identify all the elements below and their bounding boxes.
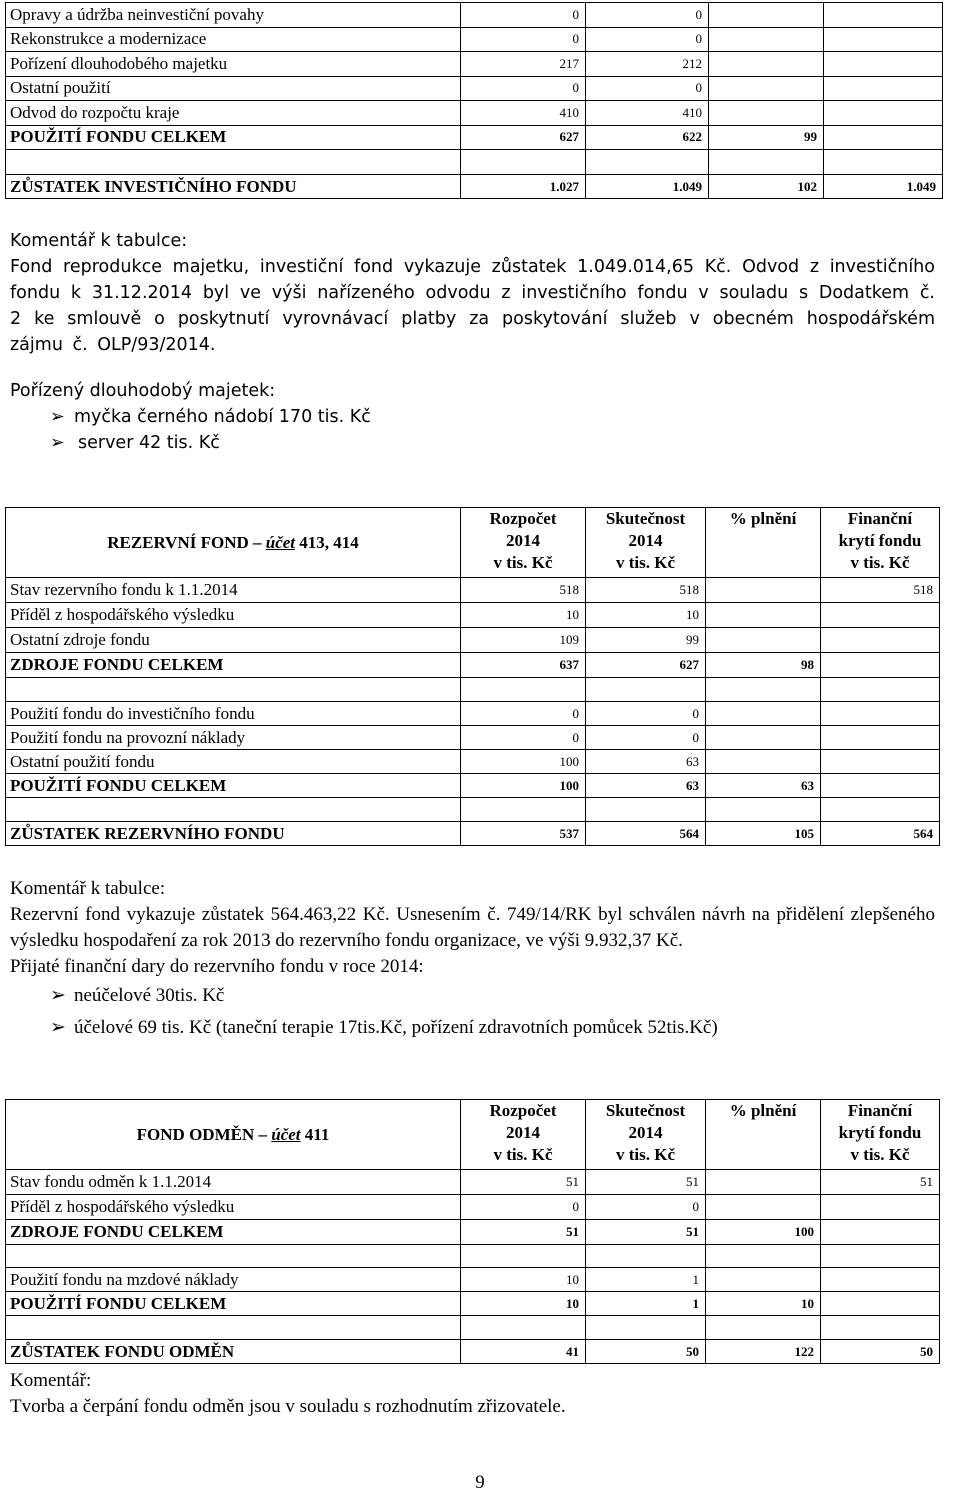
spacer-cell <box>461 1316 586 1340</box>
row-value-c3: 99 <box>709 125 824 150</box>
row-value-c3 <box>709 27 824 52</box>
table-row <box>6 1170 940 1195</box>
row-value-c1: 41 <box>461 1340 586 1364</box>
row-value-c2: 51 <box>586 1220 706 1245</box>
reserve-fund-table-body <box>6 508 940 846</box>
row-value-c4: 51 <box>821 1170 940 1195</box>
asset-item: ➢ server 42 tis. Kč <box>50 430 935 456</box>
column-header-actual: Skutečnost 2014 v tis. Kč <box>586 1100 706 1170</box>
row-value-c3 <box>706 578 821 603</box>
row-value-c1: 0 <box>461 702 586 726</box>
row-value-c2: 212 <box>586 52 709 77</box>
row-value-c4 <box>824 76 943 101</box>
row-value-c1: 0 <box>461 1195 586 1220</box>
table-row <box>6 1268 940 1292</box>
row-value-c3 <box>709 3 824 28</box>
row-label: Ostatní zdroje fondu <box>6 628 461 653</box>
table-row <box>6 750 940 774</box>
assets-list <box>10 404 935 456</box>
reserve-comment-paragraph: Rezervní fond vykazuje zůstatek 564.463,22 Kč. Usnesením č. 749/14/RK byl schválen návrh na přidělení zlepšeného výsledku hospodaření za rok 2013 do rezervního fondu organizace, ve výši 9.932,37 Kč. <box>10 904 935 951</box>
row-label: Příděl z hospodářského výsledku <box>6 1195 461 1220</box>
row-value-c2: 1 <box>586 1292 706 1316</box>
row-label: Stav rezervního fondu k 1.1.2014 <box>6 578 461 603</box>
row-value-c1: 51 <box>461 1170 586 1195</box>
gift-item: ➢ účelové 69 tis. Kč (taneční terapie 17tis.Kč, pořízení zdravotních pomůcek 52tis.Kč) <box>50 1012 935 1044</box>
table-row <box>6 822 940 846</box>
spacer-cell <box>461 1245 586 1268</box>
spacer-cell <box>586 1245 706 1268</box>
column-header-actual: Skutečnost 2014 v tis. Kč <box>586 508 706 578</box>
row-value-c1: 410 <box>461 101 586 126</box>
spacer-cell <box>6 678 461 702</box>
row-label: Použití fondu na mzdové náklady <box>6 1268 461 1292</box>
spacer-cell <box>824 150 943 175</box>
row-value-c2: 0 <box>586 1195 706 1220</box>
row-value-c3: 100 <box>706 1220 821 1245</box>
row-value-c4 <box>824 52 943 77</box>
investment-comment-paragraph: Fond reprodukce majetku, investiční fond vykazuje zůstatek 1.049.014,65 Kč. Odvod z investičního fondu k 31.12.2014 byl ve výši nařízeného odvodu z investičního fondu v souladu s Dodatkem č. 2 ke smlouvě o poskytnutí vyrovnávací platby za poskytování služeb v obecném hospodářském zájmu č. OLP/93/2014. <box>10 257 935 355</box>
row-value-c1: 51 <box>461 1220 586 1245</box>
row-value-c2: 1 <box>586 1268 706 1292</box>
row-value-c2: 51 <box>586 1170 706 1195</box>
table-row <box>6 101 943 126</box>
spacer-cell <box>821 798 940 822</box>
row-value-c2: 0 <box>586 726 706 750</box>
row-value-c2: 622 <box>586 125 709 150</box>
spacer-cell <box>586 798 706 822</box>
reserve-comment <box>10 876 935 1044</box>
spacer-cell <box>706 798 821 822</box>
row-value-c2: 50 <box>586 1340 706 1364</box>
row-label: Ostatní použití fondu <box>6 750 461 774</box>
spacer-cell <box>461 150 586 175</box>
table-row <box>6 52 943 77</box>
spacer-cell <box>461 678 586 702</box>
table-row <box>6 27 943 52</box>
table-row <box>6 125 943 150</box>
gifts-heading: Přijaté finanční dary do rezervního fondu v roce 2014: <box>10 956 424 977</box>
row-label: ZŮSTATEK INVESTIČNÍHO FONDU <box>6 175 461 199</box>
row-value-c1: 637 <box>461 653 586 678</box>
rewards-comment-paragraph: Tvorba a čerpání fondu odměn jsou v souladu s rozhodnutím zřizovatele. <box>10 1396 566 1417</box>
row-value-c1: 10 <box>461 1268 586 1292</box>
row-value-c3: 122 <box>706 1340 821 1364</box>
row-value-c4: 50 <box>821 1340 940 1364</box>
table-row <box>6 653 940 678</box>
asset-item: ➢ myčka černého nádobí 170 tis. Kč <box>50 404 935 430</box>
row-value-c3: 105 <box>706 822 821 846</box>
row-value-c1: 217 <box>461 52 586 77</box>
row-value-c4 <box>824 101 943 126</box>
row-value-c1: 0 <box>461 726 586 750</box>
investment-comment-heading: Komentář k tabulce: <box>10 231 188 251</box>
row-value-c1: 537 <box>461 822 586 846</box>
row-value-c1: 0 <box>461 27 586 52</box>
spacer-cell <box>821 1245 940 1268</box>
row-value-c3 <box>709 101 824 126</box>
spacer-cell <box>821 678 940 702</box>
arrow-bullet-icon: ➢ <box>50 985 66 1006</box>
row-value-c1: 100 <box>461 750 586 774</box>
row-value-c3 <box>706 726 821 750</box>
row-label: Opravy a údržba neinvestiční povahy <box>6 3 461 28</box>
arrow-bullet-icon: ➢ <box>50 1017 66 1038</box>
row-value-c1: 0 <box>461 76 586 101</box>
row-value-c4: 518 <box>821 578 940 603</box>
row-value-c2: 410 <box>586 101 709 126</box>
row-value-c3: 98 <box>706 653 821 678</box>
spacer-row <box>6 1245 940 1268</box>
column-header-budget: Rozpočet 2014 v tis. Kč <box>461 1100 586 1170</box>
spacer-cell <box>6 150 461 175</box>
row-label: POUŽITÍ FONDU CELKEM <box>6 1292 461 1316</box>
row-value-c2: 99 <box>586 628 706 653</box>
rewards-fund-table-body <box>6 1100 940 1364</box>
row-value-c3 <box>706 702 821 726</box>
spacer-cell <box>586 1316 706 1340</box>
row-value-c3 <box>706 1170 821 1195</box>
row-value-c4 <box>821 628 940 653</box>
row-value-c3 <box>706 628 821 653</box>
row-value-c4 <box>821 774 940 798</box>
row-value-c3 <box>706 1195 821 1220</box>
row-value-c1: 627 <box>461 125 586 150</box>
row-label: ZDROJE FONDU CELKEM <box>6 1220 461 1245</box>
row-value-c3 <box>706 1268 821 1292</box>
spacer-cell <box>586 150 709 175</box>
column-header-coverage: Finanční krytí fondu v tis. Kč <box>821 508 940 578</box>
row-value-c4 <box>824 27 943 52</box>
row-label: Použití fondu do investičního fondu <box>6 702 461 726</box>
row-value-c2: 63 <box>586 750 706 774</box>
row-value-c4 <box>821 1292 940 1316</box>
row-value-c1: 10 <box>461 1292 586 1316</box>
spacer-cell <box>586 678 706 702</box>
investment-comment <box>10 228 935 456</box>
row-value-c4 <box>821 1195 940 1220</box>
row-value-c4: 564 <box>821 822 940 846</box>
row-value-c2: 10 <box>586 603 706 628</box>
rewards-comment <box>10 1368 935 1420</box>
spacer-row <box>6 798 940 822</box>
gift-item: ➢ neúčelové 30tis. Kč <box>50 980 935 1012</box>
table-row <box>6 702 940 726</box>
spacer-cell <box>706 1316 821 1340</box>
table-row <box>6 774 940 798</box>
row-value-c4 <box>821 726 940 750</box>
row-value-c3: 63 <box>706 774 821 798</box>
row-label: Ostatní použití <box>6 76 461 101</box>
investment-fund-table <box>5 2 943 199</box>
row-value-c1: 1.027 <box>461 175 586 199</box>
rewards-comment-heading: Komentář: <box>10 1370 92 1391</box>
row-value-c1: 10 <box>461 603 586 628</box>
spacer-cell <box>6 798 461 822</box>
spacer-cell <box>706 1245 821 1268</box>
row-value-c2: 0 <box>586 27 709 52</box>
row-value-c4: 1.049 <box>824 175 943 199</box>
table-row <box>6 175 943 199</box>
spacer-cell <box>6 1245 461 1268</box>
table-title: REZERVNÍ FOND – účet 413, 414 <box>6 508 461 578</box>
table-row <box>6 1220 940 1245</box>
spacer-row <box>6 1316 940 1340</box>
reserve-fund-table <box>5 507 940 846</box>
table-row <box>6 628 940 653</box>
row-value-c3 <box>709 52 824 77</box>
column-header-percent: % plnění <box>706 1100 821 1170</box>
row-value-c2: 564 <box>586 822 706 846</box>
row-value-c4 <box>824 125 943 150</box>
row-value-c2: 0 <box>586 76 709 101</box>
row-value-c4 <box>821 1268 940 1292</box>
row-value-c1: 518 <box>461 578 586 603</box>
row-value-c4 <box>821 603 940 628</box>
column-header-budget: Rozpočet 2014 v tis. Kč <box>461 508 586 578</box>
row-label: ZDROJE FONDU CELKEM <box>6 653 461 678</box>
row-value-c2: 1.049 <box>586 175 709 199</box>
table-header-row <box>6 1100 940 1170</box>
spacer-cell <box>461 798 586 822</box>
column-header-coverage: Finanční krytí fondu v tis. Kč <box>821 1100 940 1170</box>
row-label: Použití fondu na provozní náklady <box>6 726 461 750</box>
row-value-c3: 10 <box>706 1292 821 1316</box>
rewards-fund-table <box>5 1099 940 1364</box>
spacer-cell <box>6 1316 461 1340</box>
spacer-cell <box>709 150 824 175</box>
spacer-row <box>6 678 940 702</box>
row-label: Stav fondu odměn k 1.1.2014 <box>6 1170 461 1195</box>
reserve-comment-heading: Komentář k tabulce: <box>10 878 166 899</box>
gifts-list <box>10 980 935 1044</box>
row-value-c1: 100 <box>461 774 586 798</box>
row-value-c2: 627 <box>586 653 706 678</box>
row-label: ZŮSTATEK FONDU ODMĚN <box>6 1340 461 1364</box>
table-row <box>6 603 940 628</box>
page-number: 9 <box>475 1472 485 1493</box>
row-label: POUŽITÍ FONDU CELKEM <box>6 125 461 150</box>
table-row <box>6 3 943 28</box>
table-header-row <box>6 508 940 578</box>
table-row <box>6 1292 940 1316</box>
assets-heading: Pořízený dlouhodobý majetek: <box>10 381 276 401</box>
row-value-c2: 0 <box>586 3 709 28</box>
row-value-c2: 518 <box>586 578 706 603</box>
investment-fund-table-body <box>6 3 943 199</box>
table-row <box>6 578 940 603</box>
row-label: Rekonstrukce a modernizace <box>6 27 461 52</box>
spacer-cell <box>706 678 821 702</box>
spacer-cell <box>821 1316 940 1340</box>
row-value-c3 <box>706 750 821 774</box>
table-row <box>6 1340 940 1364</box>
row-value-c2: 0 <box>586 702 706 726</box>
row-label: ZŮSTATEK REZERVNÍHO FONDU <box>6 822 461 846</box>
spacer-row <box>6 150 943 175</box>
column-header-percent: % plnění <box>706 508 821 578</box>
row-value-c4 <box>821 702 940 726</box>
row-label: Pořízení dlouhodobého majetku <box>6 52 461 77</box>
row-label: Příděl z hospodářského výsledku <box>6 603 461 628</box>
table-title: FOND ODMĚN – účet 411 <box>6 1100 461 1170</box>
row-value-c4 <box>821 750 940 774</box>
row-value-c4 <box>821 1220 940 1245</box>
row-value-c3 <box>706 603 821 628</box>
row-value-c4 <box>824 3 943 28</box>
row-value-c4 <box>821 653 940 678</box>
row-label: Odvod do rozpočtu kraje <box>6 101 461 126</box>
arrow-bullet-icon: ➢ <box>50 433 65 453</box>
row-label: POUŽITÍ FONDU CELKEM <box>6 774 461 798</box>
row-value-c2: 63 <box>586 774 706 798</box>
row-value-c1: 0 <box>461 3 586 28</box>
row-value-c3 <box>709 76 824 101</box>
table-row <box>6 1195 940 1220</box>
table-row <box>6 726 940 750</box>
table-row <box>6 76 943 101</box>
row-value-c3: 102 <box>709 175 824 199</box>
arrow-bullet-icon: ➢ <box>50 407 65 427</box>
row-value-c1: 109 <box>461 628 586 653</box>
